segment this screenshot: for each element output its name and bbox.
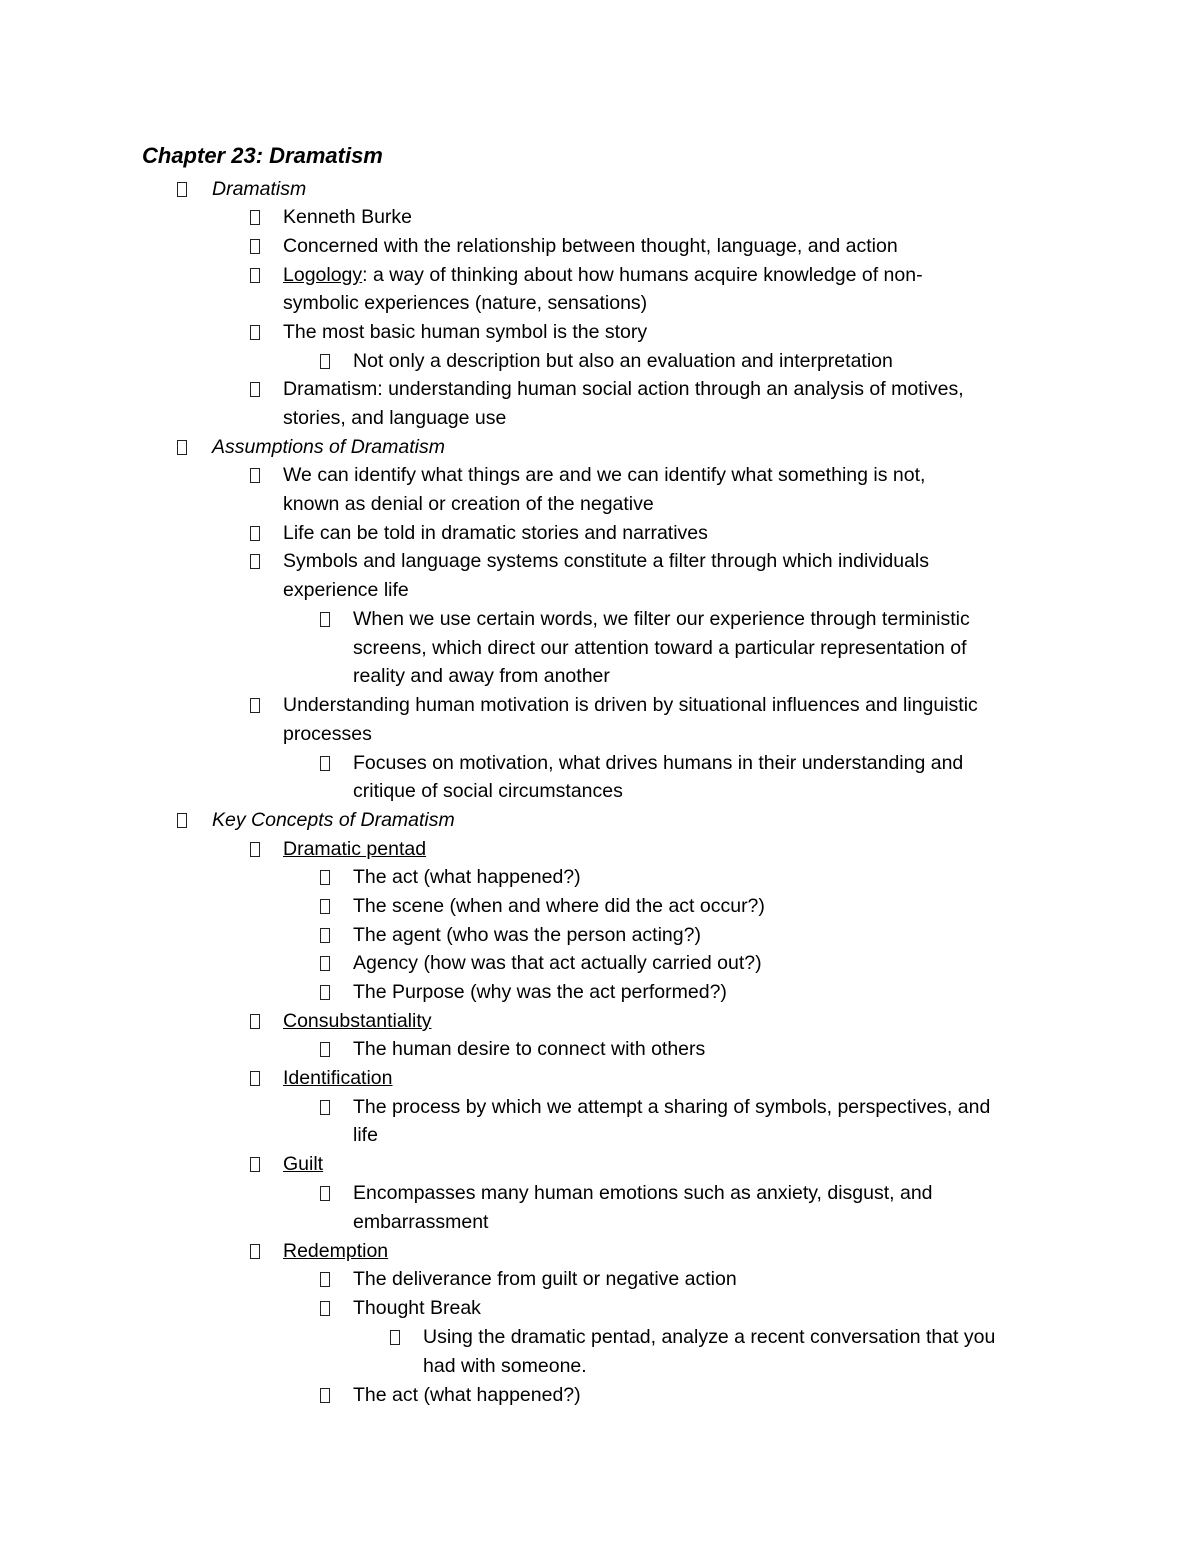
bullet-icon (250, 1014, 260, 1029)
bullet-icon (250, 468, 260, 483)
outline-item (283, 835, 426, 864)
bullet-icon (320, 1186, 330, 1201)
bullet-icon (320, 956, 330, 971)
outline-item (283, 1007, 432, 1036)
outline-item: The deliverance from guilt or negative action (353, 1265, 737, 1294)
bullet-icon (250, 239, 260, 254)
term-dramatic-pentad: Dramatic pentad (283, 838, 427, 860)
bullet-icon (320, 1100, 330, 1115)
outline-item (283, 1237, 388, 1266)
outline-item: The Purpose (why was the act performed?) (353, 978, 727, 1007)
term-consubstantiality: Consubstantiality (283, 1010, 432, 1032)
outline-continuation: critique of social circumstances (353, 780, 623, 802)
outline-item: Encompasses many human emotions such as anxiety, disgust, and (353, 1179, 933, 1208)
bullet-icon (320, 1388, 330, 1403)
outline-continuation: experience life (283, 579, 409, 601)
bullet-icon (250, 382, 260, 397)
bullet-icon (320, 899, 330, 914)
bullet-icon (320, 756, 330, 771)
bullet-icon (320, 1272, 330, 1287)
outline-continuation: life (353, 1124, 378, 1146)
term-redemption: Redemption (283, 1240, 389, 1262)
term-logology: Logology (283, 264, 363, 286)
outline-item: Assumptions of Dramatism (212, 433, 445, 462)
bullet-icon (250, 1157, 260, 1172)
outline-item: When we use certain words, we filter our experience through terministic (353, 605, 970, 634)
outline-item: Understanding human motivation is driven by situational influences and linguistic (283, 691, 978, 720)
term-guilt: Guilt (283, 1153, 324, 1175)
bullet-icon (250, 325, 260, 340)
outline-continuation: embarrassment (353, 1211, 489, 1233)
outline-item (283, 1064, 393, 1093)
bullet-icon (250, 698, 260, 713)
outline-item: Focuses on motivation, what drives humans in their understanding and (353, 749, 963, 778)
outline-item: Life can be told in dramatic stories and narratives (283, 519, 708, 548)
outline-item: Symbols and language systems constitute a filter through which individuals (283, 547, 929, 576)
outline-item: The most basic human symbol is the story (283, 318, 647, 347)
outline-item: Not only a description but also an evaluation and interpretation (353, 347, 893, 376)
outline-continuation: known as denial or creation of the negative (283, 493, 654, 515)
outline-item (283, 1150, 323, 1179)
outline-item: Thought Break (353, 1294, 481, 1323)
outline-item: We can identify what things are and we can identify what something is not, (283, 461, 925, 490)
term-identification: Identification (283, 1067, 393, 1089)
bullet-icon (320, 928, 330, 943)
bullet-icon (250, 268, 260, 283)
outline-item: The human desire to connect with others (353, 1035, 705, 1064)
outline-item: Concerned with the relationship between thought, language, and action (283, 232, 898, 261)
bullet-icon (250, 1071, 260, 1086)
bullet-icon (250, 210, 260, 225)
outline-item: The act (what happened?) (353, 1381, 581, 1410)
bullet-icon (390, 1330, 400, 1345)
outline-item: Kenneth Burke (283, 203, 412, 232)
outline-item: Dramatism (212, 175, 306, 204)
page-title: Chapter 23: Dramatism (142, 143, 383, 168)
outline-continuation: screens, which direct our attention toward a particular representation of (353, 637, 967, 659)
outline-continuation: processes (283, 723, 372, 745)
bullet-icon (250, 1244, 260, 1259)
bullet-icon (320, 985, 330, 1000)
outline-continuation: had with someone. (423, 1355, 587, 1377)
bullet-icon (320, 612, 330, 627)
outline-continuation: stories, and language use (283, 407, 507, 429)
outline-continuation: reality and away from another (353, 665, 610, 687)
outline-item: Logology: a way of thinking about how humans acquire knowledge of non- (283, 261, 923, 290)
outline-item: The act (what happened?) (353, 863, 581, 892)
outline-item: Key Concepts of Dramatism (212, 806, 455, 835)
bullet-icon (177, 182, 187, 197)
outline-item: Agency (how was that act actually carried out?) (353, 949, 762, 978)
outline-item: The process by which we attempt a sharing of symbols, perspectives, and (353, 1093, 990, 1122)
bullet-icon (320, 1301, 330, 1316)
bullet-icon (177, 440, 187, 455)
outline-continuation: symbolic experiences (nature, sensations) (283, 292, 648, 314)
bullet-icon (250, 554, 260, 569)
bullet-icon (177, 813, 187, 828)
bullet-icon (250, 526, 260, 541)
bullet-icon (320, 1042, 330, 1057)
bullet-icon (320, 354, 330, 369)
outline-item: Dramatism: understanding human social action through an analysis of motives, (283, 375, 964, 404)
outline-item: The scene (when and where did the act occur?) (353, 892, 765, 921)
outline-item: The agent (who was the person acting?) (353, 921, 701, 950)
bullet-icon (320, 870, 330, 885)
bullet-icon (250, 842, 260, 857)
outline-item: Using the dramatic pentad, analyze a recent conversation that you (423, 1323, 995, 1352)
